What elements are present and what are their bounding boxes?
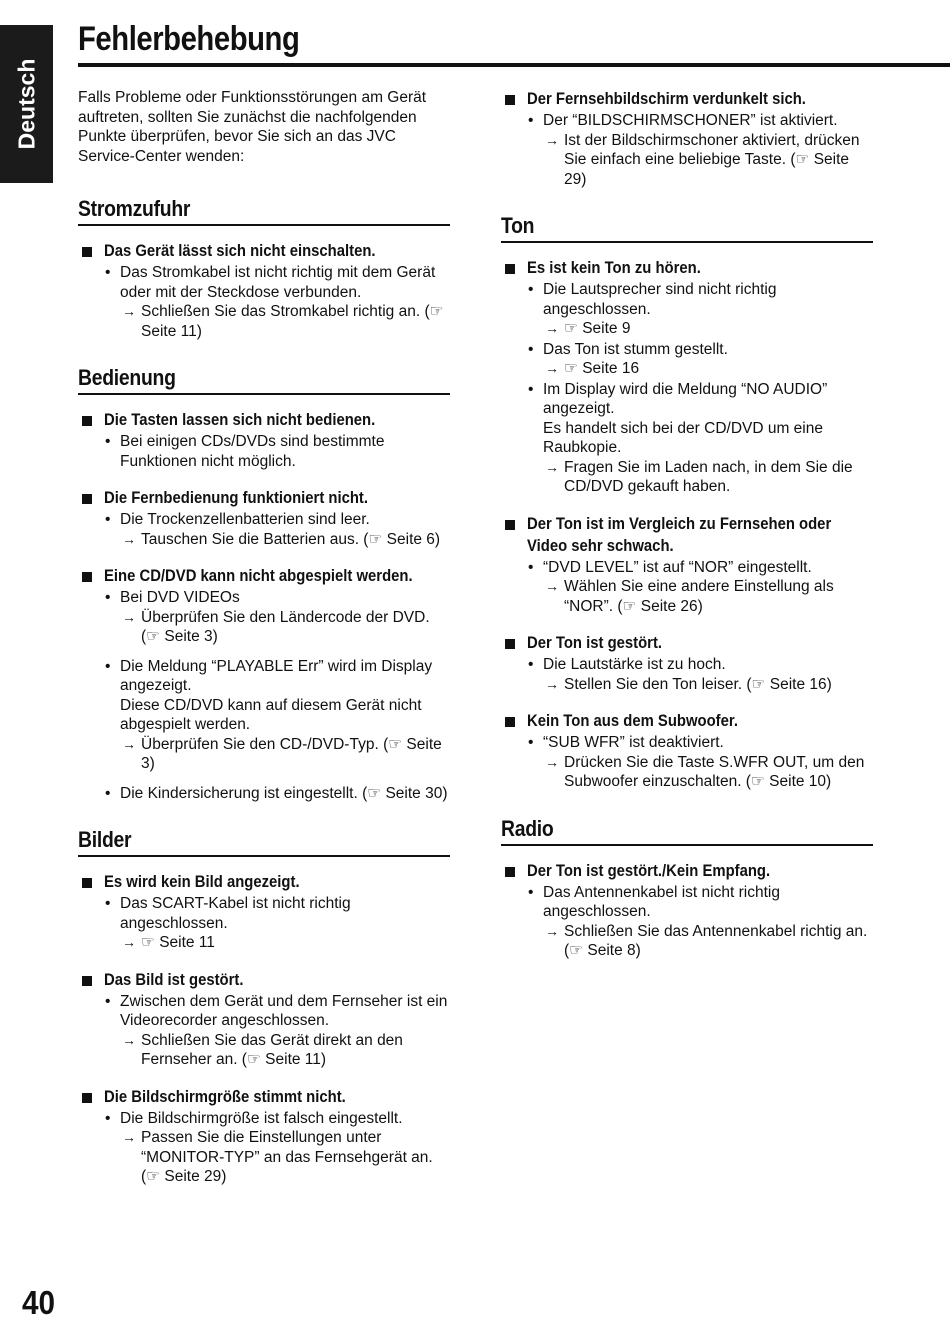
arrow-right-icon: → (545, 360, 559, 376)
problem-title (78, 565, 450, 587)
remedy-item (501, 753, 873, 792)
problem-title-text: Das Gerät lässt sich nicht einschalten. (104, 242, 376, 260)
remedy-text: Schließen Sie das Gerät direkt an den Fernseher an. (☞ Seite 11) (141, 1031, 403, 1068)
remedy-text: Schließen Sie das Antennenkabel richtig an. (☞ Seite 8) (564, 922, 868, 959)
cause-text: Die Lautstärke ist zu hoch. (543, 656, 726, 673)
problem-title (501, 257, 873, 279)
left-column (78, 88, 450, 1211)
remedy-text: ☞ Seite 16 (564, 360, 640, 377)
section-heading (501, 213, 873, 243)
cause-text: Das Stromkabel ist nicht richtig mit dem Gerät oder mit der Steckdose verbunden. (120, 264, 436, 301)
remedy-item (501, 359, 873, 379)
problem-entry (78, 969, 450, 1070)
remedy-item (501, 675, 873, 695)
cause-item (78, 263, 450, 302)
problem-title-text: Der Ton ist gestört. (527, 634, 663, 652)
section-body (501, 846, 873, 961)
arrow-right-icon: → (545, 922, 559, 939)
section (501, 88, 873, 189)
problem-title (78, 871, 450, 893)
problem-title (78, 1086, 450, 1108)
arrow-right-icon: → (545, 131, 559, 148)
bullet-dot-icon: • (528, 883, 534, 901)
problem-title-text: Kein Ton aus dem Subwoofer. (527, 712, 738, 730)
remedy-item (78, 933, 450, 953)
square-bullet-icon (82, 572, 92, 582)
section-heading-text: Bedienung (78, 365, 176, 390)
cause-text: “DVD LEVEL” ist auf “NOR” eingestellt. (543, 558, 812, 576)
square-bullet-icon (82, 878, 92, 888)
section-heading (78, 827, 450, 857)
intro-text: Falls Probleme oder Funktionsstörungen am Gerät auftreten, sollten Sie zunächst die nachfolgenden Punkte überprüfen, bevor Sie sich an das JVC Service-Center wenden: (78, 89, 427, 165)
arrow-right-icon: → (545, 675, 559, 692)
section (501, 213, 873, 792)
left-sections (78, 196, 450, 1187)
problem-entry (501, 88, 873, 189)
cause-item (501, 340, 873, 360)
problem-title (501, 88, 873, 110)
square-bullet-icon (505, 867, 515, 877)
square-bullet-icon (505, 95, 515, 105)
square-bullet-icon (82, 494, 92, 504)
cause-item (78, 1109, 450, 1129)
problem-title-text: Der Ton ist im Vergleich zu Fernsehen oder Video sehr schwach. (527, 514, 832, 555)
remedy-text: ☞ Seite 9 (564, 320, 631, 337)
problem-entry (78, 487, 450, 549)
cause-text: Die Bildschirmgröße ist falsch eingestellt. (120, 1109, 403, 1127)
bullet-dot-icon: • (105, 784, 111, 802)
language-tab (0, 25, 53, 183)
arrow-right-icon: → (122, 1031, 136, 1048)
problem-entry (501, 513, 873, 617)
section (78, 196, 450, 341)
square-bullet-icon (82, 247, 92, 257)
remedy-text: ☞ Seite 11 (141, 934, 215, 951)
problem-title (501, 632, 873, 654)
remedy-text: Wählen Sie eine andere Einstellung als “NOR”. (☞ Seite 26) (564, 578, 834, 615)
problem-title (78, 240, 450, 262)
problem-entry (501, 710, 873, 792)
remedy-text: Tauschen Sie die Batterien aus. (☞ Seite 6) (141, 530, 441, 548)
remedy-text: Überprüfen Sie den Ländercode der DVD. (☞ Seite 3) (141, 608, 430, 645)
bullet-dot-icon: • (528, 112, 534, 129)
bullet-dot-icon: • (105, 511, 111, 528)
square-bullet-icon (82, 416, 92, 426)
remedy-item (78, 1128, 450, 1187)
problem-entry (78, 565, 450, 803)
cause-item (501, 380, 873, 419)
section (78, 827, 450, 1187)
remedy-item (501, 131, 873, 190)
problem-entry (501, 632, 873, 694)
remedy-text: Drücken Sie die Taste S.WFR OUT, um den Subwoofer einzuschalten. (☞ Seite 10) (564, 753, 865, 790)
square-bullet-icon (505, 639, 515, 649)
bullet-dot-icon: • (105, 1109, 111, 1127)
section-body (501, 243, 873, 792)
section-heading (501, 816, 873, 846)
bullet-dot-icon: • (528, 734, 534, 751)
cause-item (78, 894, 450, 933)
remedy-text: Stellen Sie den Ton leiser. (☞ Seite 16) (564, 675, 832, 693)
language-tab-label: Deutsch (13, 58, 39, 150)
right-column (501, 88, 873, 985)
arrow-right-icon: → (122, 934, 136, 950)
remedy-text: Ist der Bildschirmschoner aktiviert, drücken Sie einfach eine beliebige Taste. (☞ Seite 29) (564, 131, 860, 188)
remedy-item (501, 319, 873, 339)
cause-item (501, 558, 873, 578)
section (78, 365, 450, 803)
square-bullet-icon (82, 976, 92, 986)
remedy-item (78, 1031, 450, 1070)
cause-text: Das SCART-Kabel ist nicht richtig angeschlossen. (120, 895, 351, 932)
cause-text: “SUB WFR” ist deaktiviert. (543, 734, 724, 751)
cause-item (78, 510, 450, 530)
section-body (78, 395, 450, 803)
arrow-right-icon: → (545, 753, 559, 770)
cause-text: Im Display wird die Meldung “NO AUDIO” angezeigt. (543, 380, 828, 417)
problem-title (78, 409, 450, 431)
bullet-dot-icon: • (528, 380, 534, 398)
page-number: 40 (22, 1284, 56, 1321)
cause-text: Zwischen dem Gerät und dem Fernseher ist ein Videorecorder angeschlossen. (120, 992, 448, 1029)
problem-entry (78, 240, 450, 341)
arrow-right-icon: → (122, 608, 136, 625)
problem-entry (78, 409, 450, 471)
right-sections (501, 88, 873, 961)
note-text: Es handelt sich bei der CD/DVD um eine Raubkopie. (543, 419, 823, 456)
cause-text: Die Lautsprecher sind nicht richtig angeschlossen. (543, 281, 777, 318)
section-heading-text: Radio (501, 815, 554, 841)
problem-title-text: Es ist kein Ton zu hören. (527, 259, 701, 277)
bullet-dot-icon: • (105, 589, 111, 606)
remedy-item (501, 922, 873, 961)
title-rule (78, 63, 950, 67)
square-bullet-icon (505, 520, 515, 530)
section (501, 816, 873, 961)
bullet-dot-icon: • (105, 657, 111, 675)
cause-item (501, 655, 873, 675)
remedy-text: Überprüfen Sie den CD-/DVD-Typ. (☞ Seite 3) (141, 735, 442, 772)
cause-item (78, 432, 450, 471)
problem-title-text: Der Fernsehbildschirm verdunkelt sich. (527, 90, 806, 108)
cause-text: Das Ton ist stumm gestellt. (543, 340, 728, 358)
bullet-dot-icon: • (528, 281, 534, 298)
problem-title (501, 513, 873, 557)
bullet-dot-icon: • (105, 895, 111, 912)
cause-item (501, 733, 873, 753)
cause-item (78, 784, 450, 804)
problem-entry (501, 860, 873, 961)
problem-entry (501, 257, 873, 497)
cause-text: Bei DVD VIDEOs (120, 589, 240, 606)
bullet-dot-icon: • (105, 433, 111, 450)
square-bullet-icon (82, 1093, 92, 1103)
section-heading-text: Bilder (78, 827, 132, 852)
page-title: Fehlerbehebung (78, 20, 300, 58)
cause-text: Die Trockenzellenbatterien sind leer. (120, 511, 370, 528)
cause-text: Der “BILDSCHIRMSCHONER” ist aktiviert. (543, 112, 838, 129)
problem-title-text: Eine CD/DVD kann nicht abgespielt werden. (104, 567, 413, 585)
problem-title-text: Die Tasten lassen sich nicht bedienen. (104, 411, 376, 429)
cause-item (501, 111, 873, 131)
problem-title (78, 969, 450, 991)
cause-text: Bei einigen CDs/DVDs sind bestimmte Funktionen nicht möglich. (120, 433, 385, 470)
problem-title (501, 710, 873, 732)
section-heading-text: Stromzufuhr (78, 196, 191, 221)
remedy-item (78, 530, 450, 550)
arrow-right-icon: → (122, 735, 136, 752)
section-heading (78, 196, 450, 226)
section-heading-text: Ton (501, 213, 535, 238)
problem-entry (78, 871, 450, 953)
arrow-right-icon: → (122, 1129, 136, 1145)
bullet-dot-icon: • (105, 992, 111, 1010)
problem-title-text: Der Ton ist gestört./Kein Empfang. (527, 861, 771, 880)
note-text: Diese CD/DVD kann auf diesem Gerät nicht abgespielt werden. (120, 696, 422, 733)
cause-text: Die Meldung “PLAYABLE Err” wird im Display angezeigt. (120, 657, 433, 694)
problem-title-text: Das Bild ist gestört. (104, 970, 244, 989)
problem-title-text: Die Fernbedienung funktioniert nicht. (104, 489, 369, 507)
arrow-right-icon: → (122, 303, 136, 319)
section-body (501, 88, 873, 189)
remedy-item (501, 458, 873, 497)
remedy-text: Fragen Sie im Laden nach, in dem Sie die CD/DVD gekauft haben. (564, 458, 853, 495)
bullet-dot-icon: • (528, 656, 534, 673)
cause-text: Die Kindersicherung ist eingestellt. (☞ Seite 30) (120, 784, 448, 802)
cause-item (78, 588, 450, 608)
remedy-item (78, 608, 450, 647)
problem-title-text: Es wird kein Bild angezeigt. (104, 873, 300, 891)
problem-title-text: Die Bildschirmgröße stimmt nicht. (104, 1087, 346, 1106)
arrow-right-icon: → (545, 320, 559, 336)
arrow-right-icon: → (545, 458, 559, 475)
problem-title (501, 860, 873, 882)
cause-item (78, 657, 450, 696)
cause-item (501, 280, 873, 319)
square-bullet-icon (505, 717, 515, 727)
section-body (78, 857, 450, 1187)
problem-entry (78, 1086, 450, 1187)
section-body (78, 226, 450, 341)
remedy-item (501, 577, 873, 616)
remedy-item (78, 302, 450, 341)
square-bullet-icon (505, 264, 515, 274)
cause-item (78, 992, 450, 1031)
cause-text: Das Antennenkabel ist nicht richtig angeschlossen. (543, 883, 780, 920)
arrow-right-icon: → (545, 578, 559, 594)
problem-title (78, 487, 450, 509)
remedy-text: Passen Sie die Einstellungen unter “MONITOR-TYP” an das Fernsehgerät an. (☞ Seite 29) (141, 1129, 433, 1185)
remedy-item (78, 735, 450, 774)
cause-item (501, 883, 873, 922)
remedy-text: Schließen Sie das Stromkabel richtig an. (☞ Seite 11) (141, 303, 444, 340)
bullet-dot-icon: • (528, 558, 534, 576)
bullet-dot-icon: • (528, 340, 534, 358)
arrow-right-icon: → (122, 530, 136, 547)
bullet-dot-icon: • (105, 264, 111, 281)
section-heading (78, 365, 450, 395)
